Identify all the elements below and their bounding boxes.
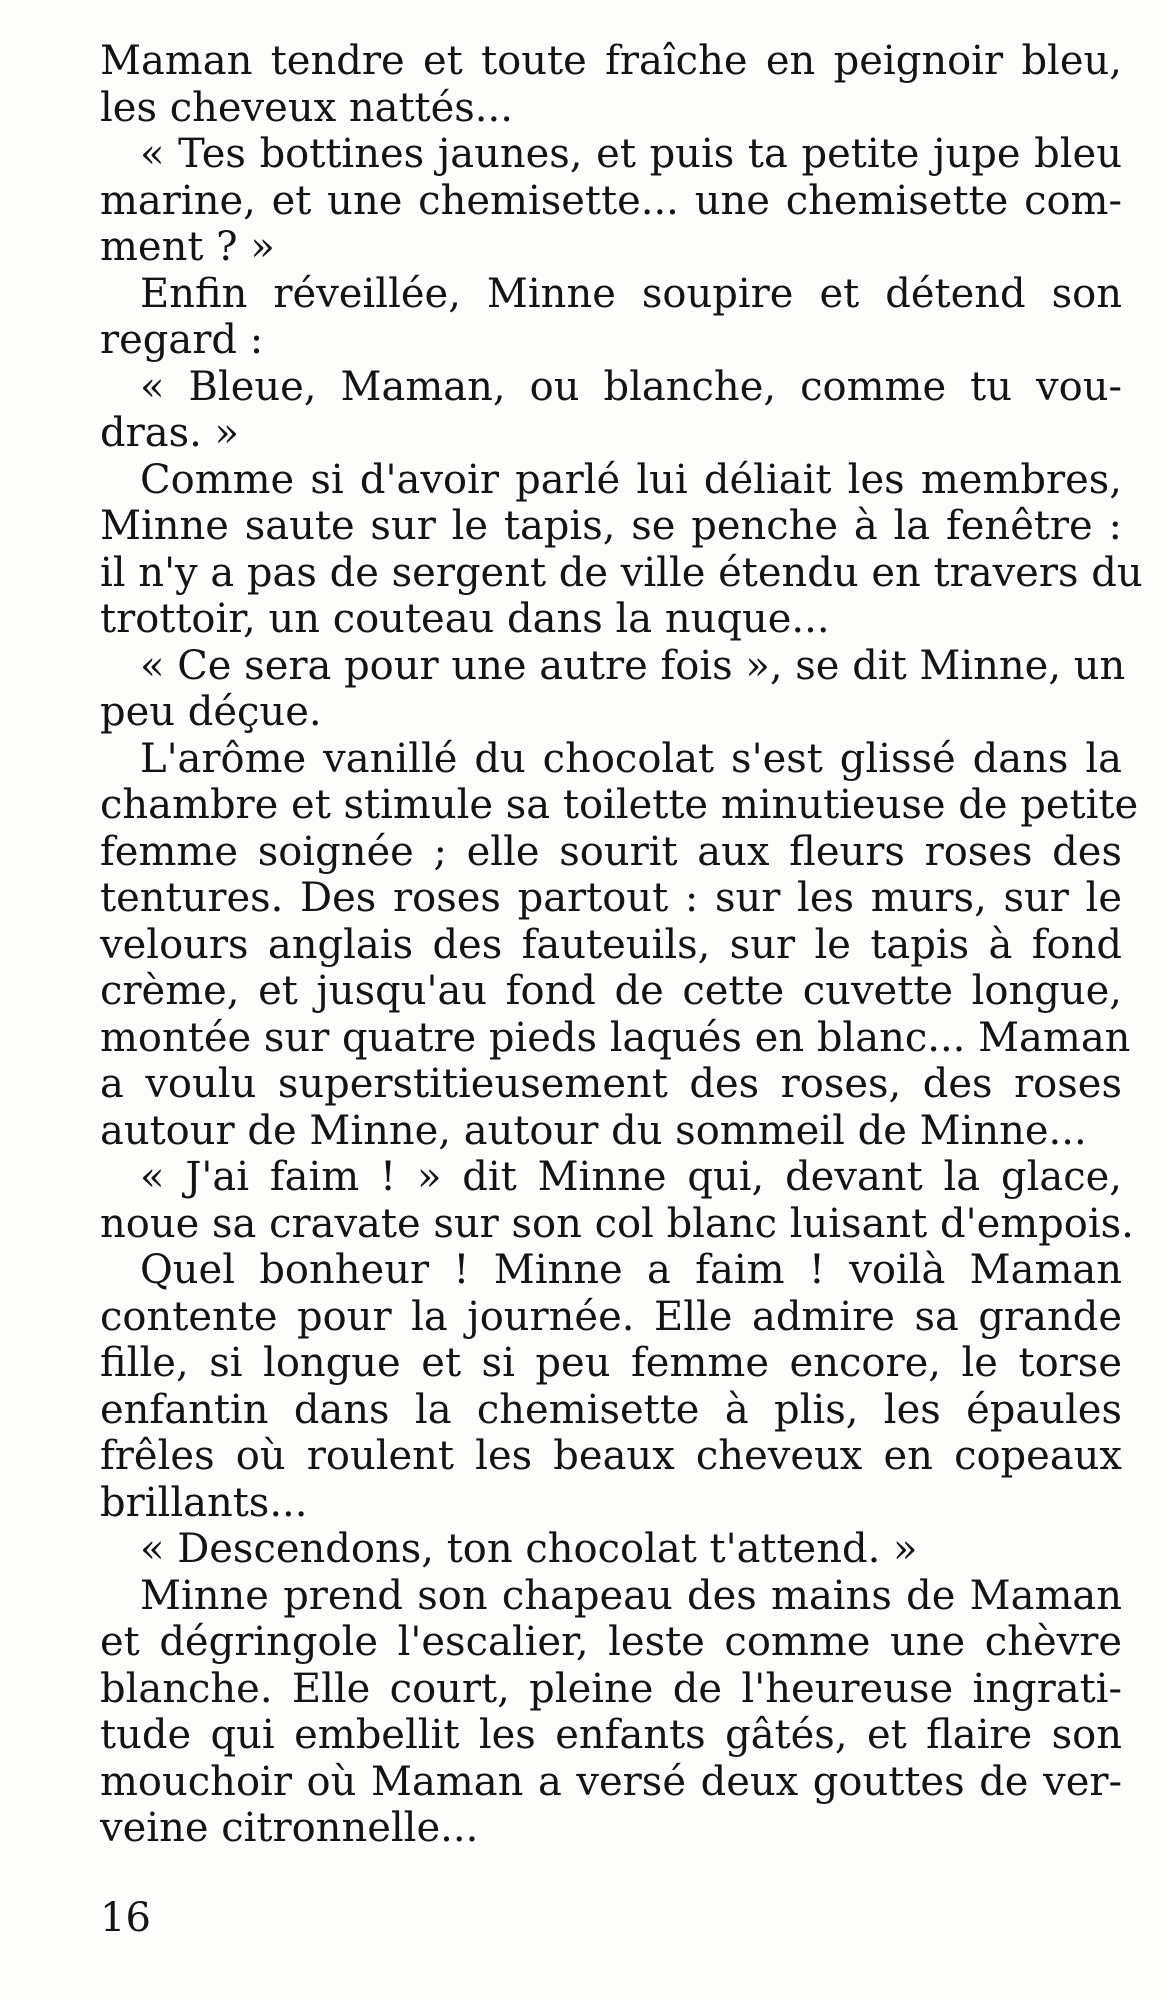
text-line: « Tes bottines jaunes, et puis ta petite jupe bleu <box>140 131 1122 177</box>
text-line: contente pour la journée. Elle admire sa grande <box>100 1293 1122 1340</box>
text-line: noue sa cravate sur son col blanc luisant d'empois. <box>100 1200 1134 1247</box>
text-line: « Bleue, Maman, ou blanche, comme tu vou- <box>140 363 1122 410</box>
text-line: dras. » <box>100 410 240 456</box>
text-line: L'arôme vanillé du chocolat s'est glissé dans la <box>140 735 1122 782</box>
text-line: femme soignée ; elle sourit aux fleurs roses des <box>100 828 1122 875</box>
text-line: frêles où roulent les beaux cheveux en copeaux <box>100 1433 1122 1479</box>
text-line: enfantin dans la chemisette à plis, les épaules <box>100 1386 1122 1433</box>
text-line: veine citronnelle... <box>100 1805 479 1851</box>
text-line: marine, et une chemisette... une chemisette com- <box>100 177 1122 224</box>
text-line: Quel bonheur ! Minne a faim ! voilà Maman <box>140 1247 1122 1293</box>
text-line: velours anglais des fauteuils, sur le tapis à fond <box>100 921 1122 968</box>
text-line: « J'ai faim ! » dit Minne qui, devant la glace, <box>140 1154 1122 1200</box>
text-line: mouchoir où Maman a versé deux gouttes de ver- <box>100 1758 1122 1805</box>
text-line: il n'y a pas de sergent de ville étendu en travers du <box>100 549 1143 596</box>
text-line: ment ? » <box>100 224 275 270</box>
text-line: Comme si d'avoir parlé lui déliait les membres, <box>140 456 1122 503</box>
text-line: Minne prend son chapeau des mains de Maman <box>140 1572 1122 1619</box>
text-line: chambre et stimule sa toilette minutieuse de petite <box>100 782 1139 828</box>
text-line: tude qui embellit les enfants gâtés, et flaire son <box>100 1712 1122 1758</box>
text-line: et dégringole l'escalier, leste comme une chèvre <box>100 1619 1122 1665</box>
text-line: Enfin réveillée, Minne soupire et détend son <box>140 270 1122 317</box>
text-line: brillants... <box>100 1479 308 1526</box>
text-line: fille, si longue et si peu femme encore, le torse <box>100 1340 1122 1386</box>
text-line: trottoir, un couteau dans la nuque... <box>100 596 830 642</box>
text-line: Maman tendre et toute fraîche en peignoir bleu, <box>100 38 1122 84</box>
text-line: « Descendons, ton chocolat t'attend. » <box>140 1526 918 1572</box>
text-line: peu déçue. <box>100 689 322 735</box>
text-line: « Ce sera pour une autre fois », se dit Minne, un <box>140 642 1126 689</box>
text-line: les cheveux nattés... <box>100 84 513 131</box>
text-line: regard : <box>100 317 264 363</box>
page-number: 16 <box>100 1895 151 1941</box>
body-text <box>100 38 1143 1852</box>
text-line: tentures. Des roses partout : sur les murs, sur le <box>100 875 1122 921</box>
text-line: autour de Minne, autour du sommeil de Minne... <box>100 1107 1087 1154</box>
text-line: a voulu superstitieusement des roses, des roses <box>100 1061 1122 1107</box>
text-line: Minne saute sur le tapis, se penche à la fenêtre : <box>100 503 1122 549</box>
text-line: blanche. Elle court, pleine de l'heureuse ingrati- <box>100 1665 1122 1712</box>
text-line: crème, et jusqu'au fond de cette cuvette longue, <box>100 968 1122 1014</box>
text-line: montée sur quatre pieds laqués en blanc... Maman <box>100 1014 1131 1061</box>
